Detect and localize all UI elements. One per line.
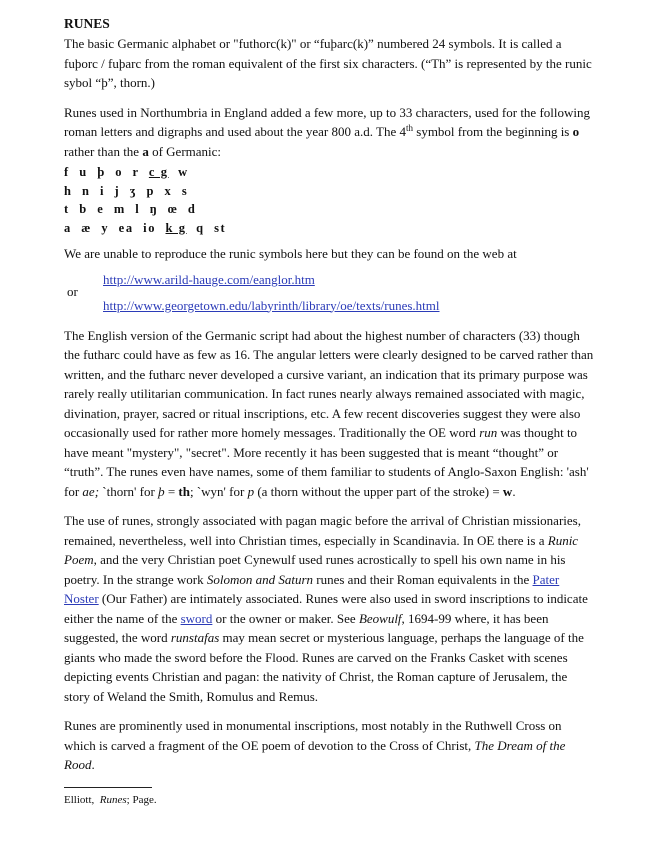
text-span: rather than the — [64, 143, 143, 159]
text-span: symbol from the beginning is — [413, 124, 573, 139]
text-span: (Our Father) are intimately associated. Runes were also used in sword inscriptions to indicate either the name of the — [64, 591, 588, 626]
text-span: = — [164, 483, 179, 499]
pater-noster-link[interactable]: Pater Noster — [64, 571, 560, 606]
text-span: runes and their Roman equivalents in the — [313, 571, 533, 587]
text-span: or the owner or maker. See — [212, 610, 359, 626]
italic-runic-poem: Runic Poem — [64, 532, 579, 567]
rune-row-text: q st — [186, 220, 227, 235]
rune-row-text: f u þ o r — [64, 165, 149, 179]
bold-w: w — [502, 483, 513, 499]
italic-ae: ae; — [82, 483, 100, 499]
text-span: The use of runes, strongly associated with pagan magic before the arrival of Christian missionaries, remained, nevertheless, well into Christian times, especially in Scandinavia. In OE there is a — [64, 513, 581, 548]
text-span: , 1694-99 where, it has been suggested, the word — [64, 610, 549, 645]
arild-hauge-link[interactable]: http://www.arild-hauge.com/eanglor.htm — [103, 271, 315, 287]
text-span: . — [91, 757, 95, 772]
northumbria-paragraph — [64, 103, 596, 162]
rune-row-underlined: c g — [148, 165, 169, 179]
text-span: , and the very Christian poet Cynewulf used runes acrostically to spell his own name in his poetry. In the strange work — [64, 552, 566, 587]
bold-th: th — [178, 483, 190, 499]
italic-dream-of-the-rood: The Dream of the Rood — [64, 737, 566, 772]
rune-row-2: h n i j ʒ p x s — [64, 183, 189, 198]
text-span: was thought to have meant "mystery", "secret". More recently it has been suggested that is meant “thought” or “truth”. The runes even have names, some of them familiar to students of Anglo-Saxon English: 'ash' for — [64, 425, 589, 499]
web-reference-line: We are unable to reproduce the runic symbols here but they can be found on the web at — [64, 246, 517, 261]
italic-p: p — [247, 483, 255, 499]
or-label: or — [67, 283, 78, 299]
text-span: ; `wyn' for — [189, 483, 248, 499]
christian-times-paragraph — [64, 511, 596, 706]
italic-thorn: þ — [158, 483, 165, 499]
text-span: ; Page. — [126, 793, 157, 806]
bold-letter-o: o — [572, 124, 580, 139]
document-page — [64, 14, 596, 808]
footnote-divider — [64, 787, 152, 788]
superscript: th — [406, 123, 414, 133]
italic-beowulf: Beowulf — [358, 610, 402, 626]
text-span: Elliott, — [64, 793, 100, 806]
italic-word-run: run — [479, 425, 498, 440]
georgetown-link[interactable]: http://www.georgetown.edu/labyrinth/library/oe/texts/runes.html — [103, 297, 440, 313]
link-list — [64, 266, 596, 316]
text-span: (a thorn without the upper part of the stroke) = — [254, 483, 503, 499]
rune-letter-table — [64, 163, 596, 237]
text-span: . — [512, 483, 516, 499]
italic-runstafas: runstafas — [170, 630, 220, 645]
text-span: Runes are prominently used in monumental inscriptions, most notably in the Ruthwell Cross on which is carved a fragment of the OE poem of devotion to the Cross of Christ, — [64, 718, 562, 753]
rune-row-1 — [64, 163, 596, 182]
rune-row-4 — [64, 219, 596, 238]
text-span: of Germanic: — [148, 143, 222, 159]
english-version-paragraph — [64, 326, 596, 502]
text-span: `thorn' for — [99, 483, 159, 499]
rune-row-3: t b e m l ŋ œ d — [64, 202, 197, 216]
intro-paragraph: The basic Germanic alphabet or "futhorc(k)" or “fuþarc(k)” numbered 24 symbols. It is called a fuþorc / fuþarc from the roman equivalent of the first six characters. (“Th” is represented by the runic sybol “þ”, thorn.) — [64, 36, 592, 90]
rune-row-text: w — [168, 165, 189, 179]
text-span: Runes used in Northumbria in England added a few more, up to 33 characters, used for the following roman letters and digraphs and used about the year 800 a.d. The 4 — [64, 104, 590, 139]
footnote — [64, 792, 596, 808]
sword-link[interactable]: sword — [180, 610, 213, 626]
italic-solomon-and-saturn: Solomon and Saturn — [206, 571, 314, 587]
rune-row-underlined: k g — [165, 220, 187, 235]
monumental-inscriptions-paragraph — [64, 716, 596, 775]
page-title: RUNES — [64, 16, 110, 31]
text-span: The English version of the Germanic script had about the highest number of characters (33) though the futharc could have as few as 16. The angular letters were clearly designed to be carved rather than written, and the futharc never developed a cursive variant, an indication that its primary purpose was rarely really utilitarian communication. In fact runes nearly always remained associated with magic, divination, prayer, sacred or ritual inscriptions, etc. A few recent discoveries suggest they were also occasionally used for rather more homely messages. Traditionally the OE word — [64, 327, 594, 440]
bold-letter-a: a — [142, 143, 149, 159]
italic-runes: Runes — [99, 793, 127, 806]
text-span: may mean secret or mysterious language, perhaps the language of the giants who made the sword before the Flood. Runes are carved on the Franks Casket with scenes depicting events Christian and pagan: the nativity of Christ, the Roman capture of Jerusalem, the story of Weland the Smith, Romulus and Remus. — [64, 630, 584, 704]
rune-row-text: a æ y ea io — [64, 220, 166, 235]
